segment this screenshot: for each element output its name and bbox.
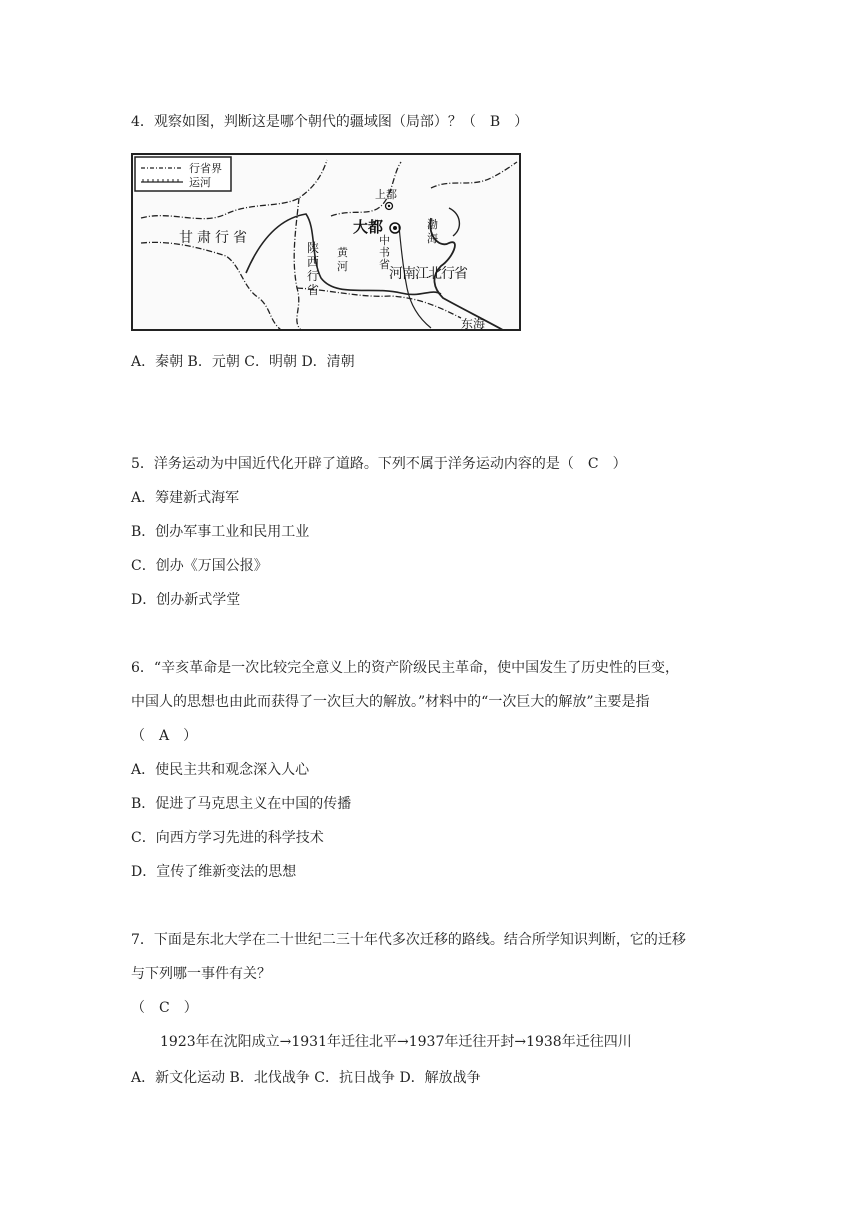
legend-border-label: 行省界: [189, 162, 222, 175]
gansu-label: 甘肃行省: [179, 230, 251, 246]
question-6-answer: （ A ）: [131, 728, 198, 744]
question-6-option-d: D．宣传了维新变法的思想: [131, 864, 297, 880]
question-7-answer: （ C ）: [131, 1000, 198, 1016]
question-4-options: A．秦朝 B．元朝 C．明朝 D．清朝: [131, 354, 355, 370]
shaanxi-label-1: 陕: [307, 241, 320, 255]
question-6-option-a: A．使民主共和观念深入人心: [131, 762, 310, 778]
question-4-stem: 4．观察如图，判断这是哪个朝代的疆域图（局部）？（ B ）: [131, 114, 529, 130]
question-7-stem-line-2: 与下列哪一事件有关？: [131, 966, 271, 982]
question-6-stem-line-1: 6．“辛亥革命是一次比较完全意义上的资产阶级民主革命，使中国发生了历史性的巨变，: [131, 660, 680, 676]
legend-canal-label: 运河: [189, 176, 211, 189]
question-5-option-b: B．创办军事工业和民用工业: [131, 524, 310, 540]
question-7-options: A．新文化运动 B．北伐战争 C．抗日战争 D．解放战争: [131, 1070, 481, 1086]
shaanxi-label: 陕 西 行 省: [307, 241, 320, 297]
question-7-route: 1923年在沈阳成立→1931年迁往北平→1937年迁往开封→1938年迁往四川: [160, 1034, 632, 1050]
question-5-option-c: C．创办《万国公报》: [131, 558, 268, 574]
question-5-option-a: A．筹建新式海军: [131, 490, 240, 506]
question-5-option-d: D．创办新式学堂: [131, 592, 241, 608]
huanghe-label: 黄 河: [337, 246, 348, 273]
bohai-label: 渤 海: [427, 218, 438, 245]
map-svg: [131, 148, 525, 334]
henan-label: 河南江北行省: [389, 266, 467, 282]
yuan-dynasty-map: [131, 148, 525, 334]
shangdu-label: 上都: [375, 188, 397, 201]
dadu-dot: [393, 226, 397, 230]
shangdu-dot: [388, 205, 390, 207]
question-6-option-b: B．促进了马克思主义在中国的传播: [131, 796, 352, 812]
donghai-label: 东海: [461, 317, 486, 331]
dadu-label: 大都: [353, 218, 384, 236]
question-6-option-c: C．向西方学习先进的科学技术: [131, 830, 324, 846]
question-6-stem-line-2: 中国人的思想也由此而获得了一次巨大的解放。”材料中的“一次巨大的解放”主要是指: [131, 694, 650, 710]
question-7-stem-line-1: 7．下面是东北大学在二十世纪二三十年代多次迁移的路线。结合所学知识判断，它的迁移: [131, 932, 686, 948]
question-5-stem: 5．洋务运动为中国近代化开辟了道路。下列不属于洋务运动内容的是（ C ）: [131, 456, 627, 472]
zhongshu-label: 中 书 省: [379, 234, 390, 271]
